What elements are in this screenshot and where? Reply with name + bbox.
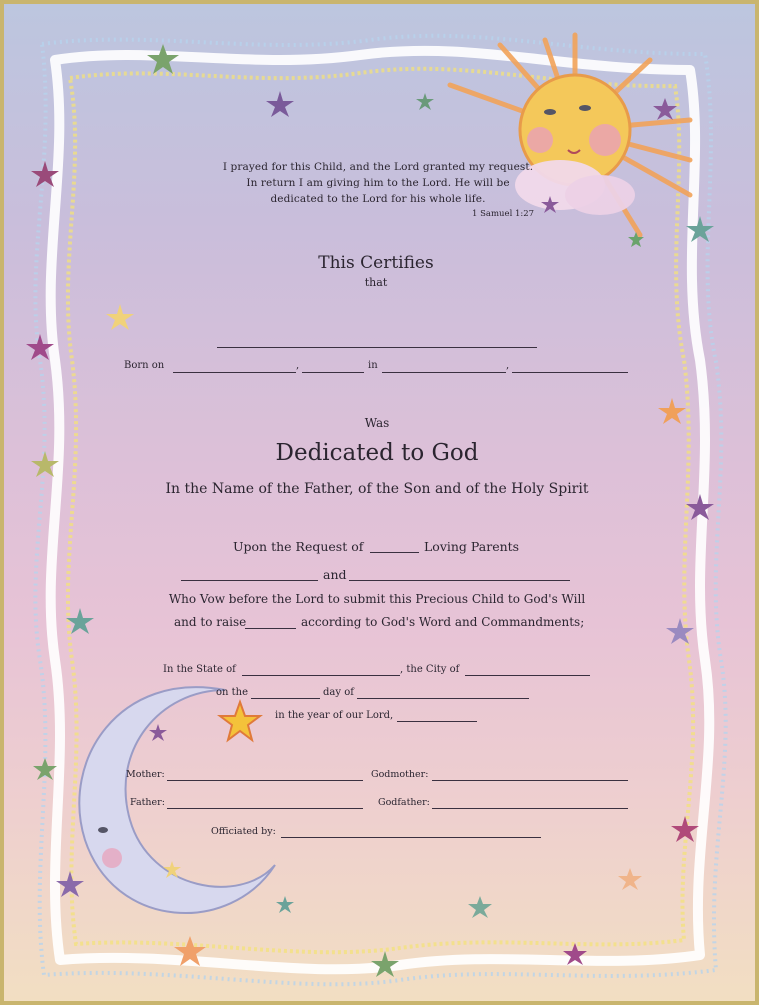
state-line[interactable] (242, 675, 400, 676)
star-icon (220, 702, 260, 740)
father-line[interactable] (167, 808, 363, 809)
certifies-that: that (364, 276, 388, 289)
star-icon (266, 91, 294, 117)
star-icon (56, 871, 84, 897)
verse-line-2: In return I am giving him to the Lord. He will be (246, 177, 510, 189)
star-icon (106, 304, 134, 330)
parent-2-line[interactable] (349, 580, 570, 581)
godfather-label: Godfather: (378, 797, 430, 808)
officiated-label: Officiated by: (211, 826, 276, 837)
verse-line-1: I prayed for this Child, and the Lord granted my request. (222, 161, 534, 173)
year-label: in the year of our Lord, (275, 710, 394, 721)
star-icon (468, 896, 492, 918)
day-line[interactable] (251, 698, 320, 699)
born-comma-2: , (506, 360, 510, 371)
raise-blank-line[interactable] (245, 628, 296, 629)
parent-1-line[interactable] (181, 580, 318, 581)
birth-year-line[interactable] (302, 372, 364, 373)
request-suffix: Loving Parents (424, 539, 520, 554)
raise-suffix: according to God's Word and Commandments; (301, 615, 585, 629)
godmother-line[interactable] (432, 780, 628, 781)
verse-line-3: dedicated to the Lord for his whole life. (270, 193, 486, 205)
year-line[interactable] (397, 721, 477, 722)
was-text: Was (364, 416, 390, 430)
vow-text: Who Vow before the Lord to submit this Precious Child to God's Will (168, 592, 586, 606)
request-blank-line[interactable] (370, 552, 419, 553)
mother-label: Mother: (126, 769, 165, 780)
verse-reference: 1 Samuel 1:27 (472, 209, 535, 219)
officiated-line[interactable] (281, 837, 541, 838)
state-label: In the State of (163, 664, 236, 675)
star-icon (149, 724, 167, 741)
parents-and: and (323, 567, 347, 582)
star-icon (658, 398, 686, 424)
city-line[interactable] (465, 675, 590, 676)
city-label: , the City of (400, 664, 460, 675)
star-icon (618, 868, 642, 890)
birth-state-line[interactable] (512, 372, 628, 373)
trinity-text: In the Name of the Father, of the Son and of the Holy Spirit (165, 481, 589, 497)
raise-prefix: and to raise (174, 615, 247, 629)
godmother-label: Godmother: (371, 769, 429, 780)
born-in-label: in (368, 360, 378, 371)
star-icon (671, 816, 699, 842)
birth-date-line[interactable] (173, 372, 296, 373)
star-icon (276, 896, 294, 913)
month-line[interactable] (357, 698, 529, 699)
mother-line[interactable] (167, 780, 363, 781)
on-the-label: on the (216, 687, 249, 698)
born-on-label: Born on (124, 360, 165, 371)
born-comma-1: , (296, 360, 300, 371)
godfather-line[interactable] (432, 808, 628, 809)
star-icon (653, 98, 677, 120)
certifies-title: This Certifies (318, 253, 434, 273)
child-name-line[interactable] (217, 347, 537, 348)
star-icon (666, 618, 694, 644)
dedication-heading: Dedicated to God (275, 440, 479, 466)
request-prefix: Upon the Request of (233, 539, 364, 554)
birth-city-line[interactable] (382, 372, 506, 373)
star-icon (416, 93, 434, 110)
day-of-label: day of (323, 687, 354, 698)
father-label: Father: (130, 797, 165, 808)
